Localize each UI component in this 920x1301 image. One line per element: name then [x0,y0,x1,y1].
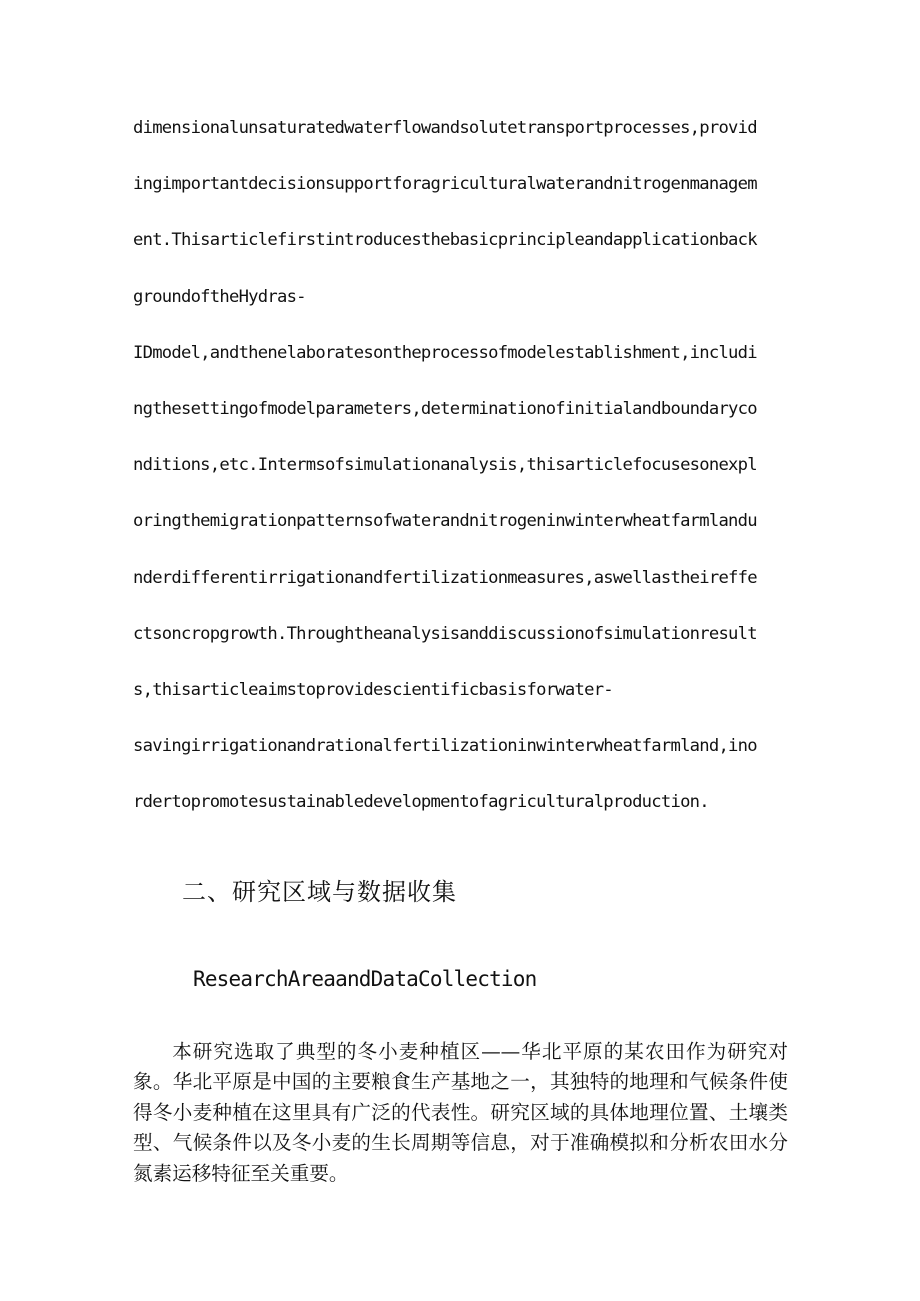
abstract-line: ngthesettingofmodelparameters,determinationofinitialandboundaryco [133,398,757,419]
section-heading-english: ResearchAreaandDataCollection [193,967,537,991]
section-paragraph: 本研究选取了典型的冬小麦种植区——华北平原的某农田作为研究对象。华北平原是中国的主要粮食生产基地之一，其独特的地理和气候条件使得冬小麦种植在这里具有广泛的代表性。研究区域的具体地理位置、土壤类型、气候条件以及冬小麦的生长周期等信息，对于准确模拟和分析农田水分氮素运移特征至关重要。 [133,1040,788,1185]
abstract-line: dimensionalunsaturatedwaterflowandsolutetransportprocesses,provid [133,118,757,138]
abstract-line: nditions,etc.Intermsofsimulationanalysis,thisarticlefocusesonexpl [133,455,757,476]
section-heading: 二、研究区域与数据收集 [182,878,457,906]
abstract-line: groundoftheHydras- [133,286,306,307]
abstract-line: ingimportantdecisionsupportforagriculturalwaterandnitrogenmanagem [133,174,757,195]
english-abstract [133,111,793,841]
abstract-line: nderdifferentirrigationandfertilizationmeasures,aswellastheireffe [133,567,757,588]
abstract-line: rdertopromotesustainabledevelopmentofagriculturalproduction. [133,792,709,813]
abstract-line: IDmodel,andthenelaboratesontheprocessofmodelestablishment,includi [133,342,757,363]
abstract-line: ctsoncropgrowth.Throughtheanalysisanddiscussionofsimulationresult [133,623,757,644]
abstract-line: savingirrigationandrationalfertilizationinwinterwheatfarmland,ino [133,736,757,757]
abstract-line: oringthemigrationpatternsofwaterandnitrogeninwinterwheatfarmlandu [133,511,757,532]
abstract-line: ent.Thisarticlefirstintroducesthebasicprincipleandapplicationback [133,230,757,251]
abstract-line: s,thisarticleaimstoprovidescientificbasisforwater- [133,679,613,700]
